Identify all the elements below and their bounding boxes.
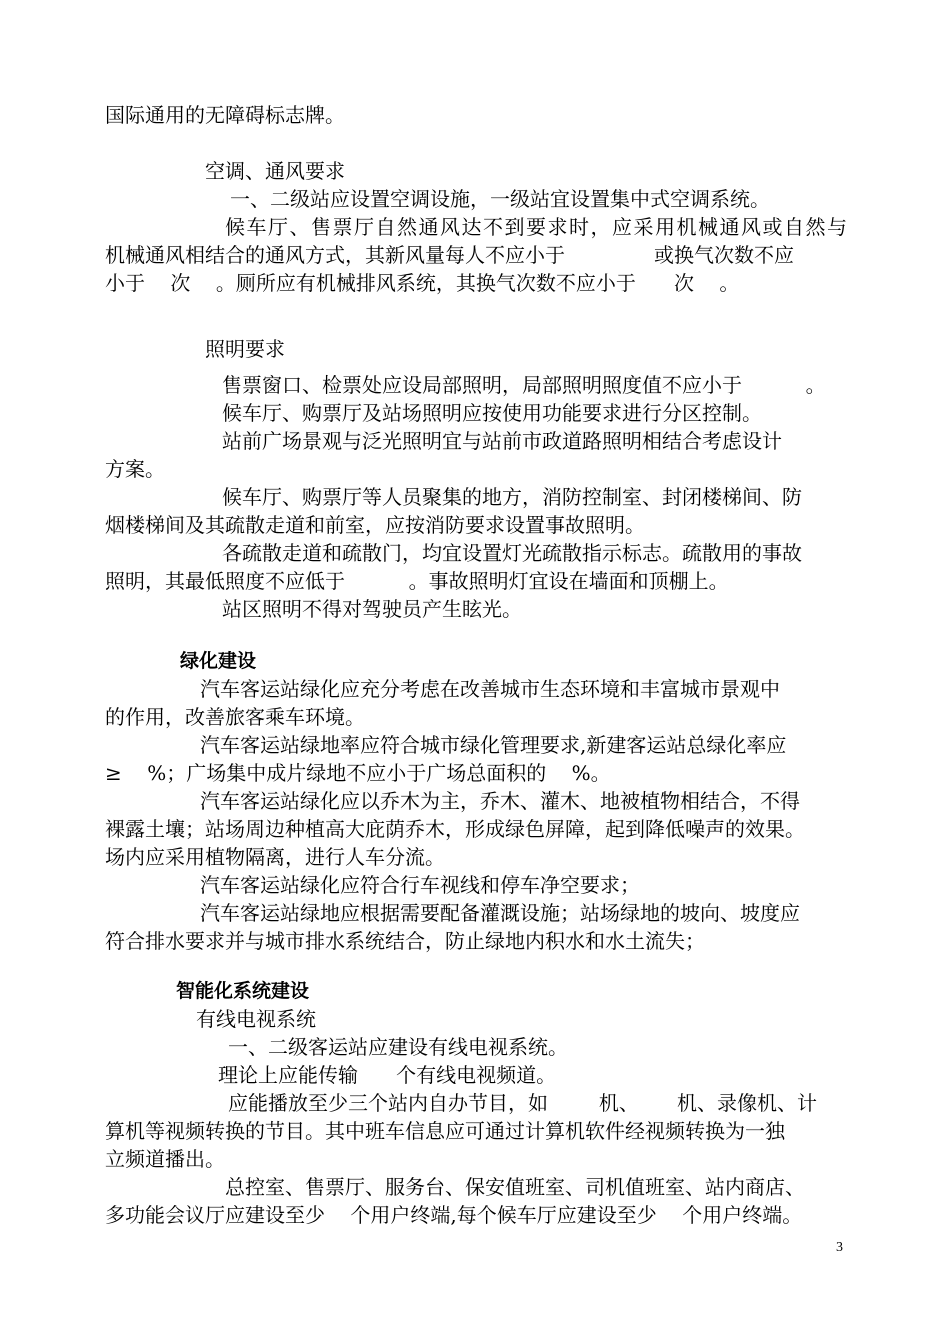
section-heading-greening: 绿化建设	[180, 650, 257, 672]
section-title-ventilation: 空调、通风要求	[205, 159, 345, 183]
text-line: 候车厅、购票厅及站场照明应按使用功能要求进行分区控制。	[222, 401, 762, 425]
text-line: 汽车客运站绿化应充分考虑在改善城市生态环境和丰富城市景观中	[200, 677, 780, 701]
text-line: 国际通用的无障碍标志牌。	[105, 103, 345, 127]
page-number: 3	[836, 1240, 843, 1255]
text-line: 应能播放至少三个站内自办节目，如 机、 机、录像机、计	[228, 1091, 818, 1115]
text-line: 一、二级站应设置空调设施，一级站宜设置集中式空调系统。	[230, 187, 770, 211]
text-line: 一、二级客运站应建设有线电视系统。	[228, 1035, 568, 1059]
text-line: 售票窗口、检票处应设局部照明，局部照明照度值不应小于 。	[222, 373, 826, 397]
text-line: ≥ %；广场集中成片绿地不应小于广场总面积的 %。	[105, 761, 611, 785]
text-line: 各疏散走道和疏散门，均宜设置灯光疏散指示标志。疏散用的事故	[222, 541, 802, 565]
subsection-title-cable-tv: 有线电视系统	[196, 1007, 316, 1031]
text-line: 候车厅、购票厅等人员聚集的地方，消防控制室、封闭楼梯间、防	[222, 485, 802, 509]
text-line: 汽车客运站绿化应符合行车视线和停车净空要求；	[200, 873, 640, 897]
text-line: 总控室、售票厅、服务台、保安值班室、司机值班室、站内商店、	[225, 1175, 805, 1199]
text-line: 汽车客运站绿地率应符合城市绿化管理要求,新建客运站总绿化率应	[200, 733, 787, 757]
text-line: 机械通风相结合的通风方式，其新风量每人不应小于 或换气次数不应	[105, 243, 795, 267]
text-line: 方案。	[105, 457, 165, 481]
section-heading-intelligent-systems: 智能化系统建设	[176, 980, 310, 1002]
text-line: 小于 次 。厕所应有机械排风系统，其换气次数不应小于 次 。	[105, 271, 740, 295]
text-line: 理论上应能传输 个有线电视频道。	[218, 1063, 557, 1087]
text-line: 照明，其最低照度不应低于 。事故照明灯宜设在墙面和顶棚上。	[105, 569, 729, 593]
text-line: 多功能会议厅应建设至少 个用户终端,每个候车厅应建设至少 个用户终端。	[105, 1203, 803, 1227]
text-line: 裸露土壤；站场周边种植高大庇荫乔木，形成绿色屏障，起到降低噪声的效果。	[105, 817, 805, 841]
section-title-lighting: 照明要求	[205, 337, 285, 361]
text-line: 汽车客运站绿地应根据需要配备灌溉设施；站场绿地的坡向、坡度应	[200, 901, 800, 925]
text-line: 算机等视频转换的节目。其中班车信息应可通过计算机软件经视频转换为一独	[105, 1119, 785, 1143]
text-line: 场内应采用植物隔离，进行人车分流。	[105, 845, 445, 869]
text-line: 候车厅、售票厅自然通风达不到要求时，应采用机械通风或自然与	[225, 215, 847, 239]
text-line: 的作用，改善旅客乘车环境。	[105, 705, 365, 729]
text-line: 站区照明不得对驾驶员产生眩光。	[222, 597, 522, 621]
text-line: 烟楼梯间及其疏散走道和前室，应按消防要求设置事故照明。	[105, 513, 645, 537]
text-line: 站前广场景观与泛光照明宜与站前市政道路照明相结合考虑设计	[222, 429, 782, 453]
text-line: 汽车客运站绿化应以乔木为主，乔木、灌木、地被植物相结合，不得	[200, 789, 800, 813]
text-line: 立频道播出。	[105, 1147, 225, 1171]
text-line: 符合排水要求并与城市排水系统结合，防止绿地内积水和水土流失；	[105, 929, 705, 953]
